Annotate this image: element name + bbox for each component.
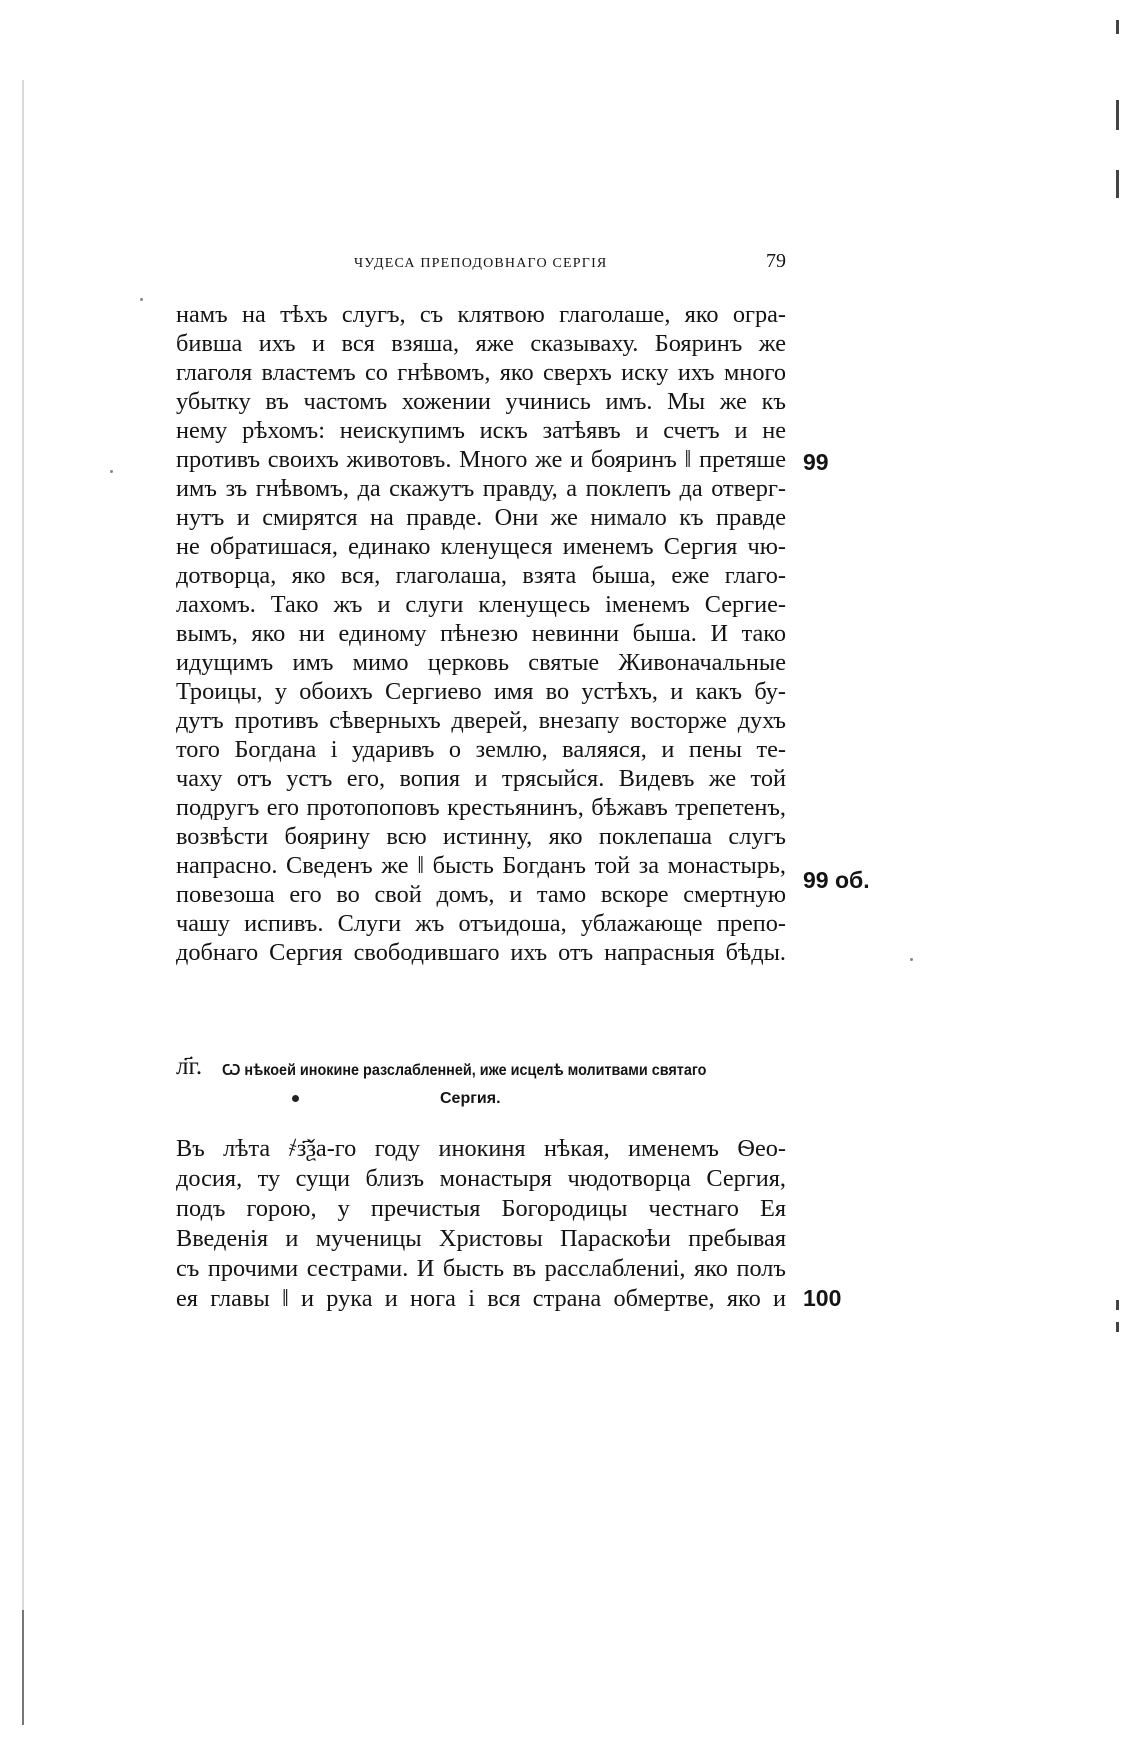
text-line: идущимъ имъ мимо церковь святые Живоначальные — [176, 649, 786, 676]
text-line: нему рѣхомъ: неискупимъ искъ затѣявъ и счетъ и не — [176, 417, 786, 444]
scan-edge-mark — [1116, 170, 1119, 198]
text-line: глаголя властемъ со гнѣвомъ, яко сверхъ иску ихъ много — [176, 359, 786, 386]
text-line: бивша ихъ и вся взяша, яже сказываху. Бояринъ же — [176, 330, 786, 357]
text-line: досия, ту сущи близъ монастыря чюдотворца Сергия, — [176, 1165, 786, 1192]
text-line: подругъ его протопоповъ крестьянинъ, бѣжавъ трепетенъ, — [176, 794, 786, 821]
text-line: намъ на тѣхъ слугъ, съ клятвою глаголаше, яко огра- — [176, 301, 786, 328]
text-line: возвѣсти боярину всю истинну, яко поклепаша слугъ — [176, 823, 786, 850]
chapter-heading: Ѡ нѣкоей инокине разслабленней, иже исцелѣ молитвами святаго — [222, 1062, 707, 1079]
text-line: того Богдана і ударивъ о землю, валяяся, и пены те- — [176, 736, 786, 763]
text-line: чашу испивъ. Слуги жъ отъидоша, ублажающе препо- — [176, 910, 786, 937]
text-line: Въ лѣта ҂з҃ѯа-го году инокиня нѣкая, именемъ Ѳео- — [176, 1135, 786, 1162]
text-line: дутъ противъ сѣверныхъ дверей, внезапу восторже духъ — [176, 707, 786, 734]
running-title: ЧУДЕСА ПРЕПОДОВНАГО СЕРГІЯ — [354, 256, 608, 271]
text-line: лахомъ. Тако жъ и слуги кленущесь іменемъ Сергие- — [176, 591, 786, 618]
scan-edge-mark — [1116, 100, 1119, 130]
text-line: вымъ, яко ни единому пѣнезю невинни быша. И тако — [176, 620, 786, 647]
scan-speck — [910, 958, 913, 961]
text-line: убытку въ частомъ хожении учинись имъ. Мы же къ — [176, 388, 786, 415]
text-line: Введенія и мученицы Христовы Параскоѣи пребывая — [176, 1225, 786, 1252]
scan-left-edge — [22, 80, 24, 1680]
scan-edge-mark — [1116, 20, 1119, 34]
chapter-number: л҃г. — [176, 1053, 203, 1080]
text-line: напрасно. Сведенъ же ‖ бысть Богданъ той за монастырь, — [176, 852, 786, 879]
scan-edge-mark — [1116, 1322, 1119, 1332]
running-head — [176, 250, 786, 278]
text-line: имъ зъ гнѣвомъ, да скажутъ правду, а поклепъ да отверг- — [176, 475, 786, 502]
margin-folio-note: 100 — [803, 1285, 842, 1311]
text-line: дотворца, яко вся, глаголаша, взята быша, еже глаго- — [176, 562, 786, 589]
margin-folio-note: 99 — [803, 449, 829, 475]
text-line: подъ горою, у пречистыя Богородицы честнаго Ея — [176, 1195, 786, 1222]
text-line: нутъ и смирятся на правде. Они же нимало къ правде — [176, 504, 786, 531]
scan-left-edge-lower — [22, 1610, 24, 1725]
margin-folio-note: 99 об. — [803, 867, 870, 893]
scan-speck — [140, 298, 143, 301]
bullet-mark — [292, 1095, 299, 1102]
scan-edge-mark — [1116, 1300, 1119, 1310]
text-line: не обратишася, единако кленущеся именемъ Сергия чю- — [176, 533, 786, 560]
text-line: чаху отъ устъ его, вопия и трясыйся. Видевъ же той — [176, 765, 786, 792]
text-line: противъ своихъ животовъ. Много же и бояринъ ‖ претяше — [176, 446, 786, 473]
chapter-heading-continued: Сергия. — [440, 1090, 501, 1107]
text-line: повезоша его во свой домъ, и тамо вскоре смертную — [176, 881, 786, 908]
text-line: Троицы, у обоихъ Сергиево имя во устѣхъ, и какъ бу- — [176, 678, 786, 705]
page-number: 79 — [766, 250, 786, 272]
text-line: съ прочими сестрами. И бысть въ расслаблениі, яко полъ — [176, 1255, 786, 1282]
text-line: добнаго Сергия свободившаго ихъ отъ напрасныя бѣды. — [176, 939, 786, 966]
scan-speck — [110, 470, 113, 473]
text-line: ея главы ‖ и рука и нога і вся страна обмертве, яко и — [176, 1285, 786, 1312]
